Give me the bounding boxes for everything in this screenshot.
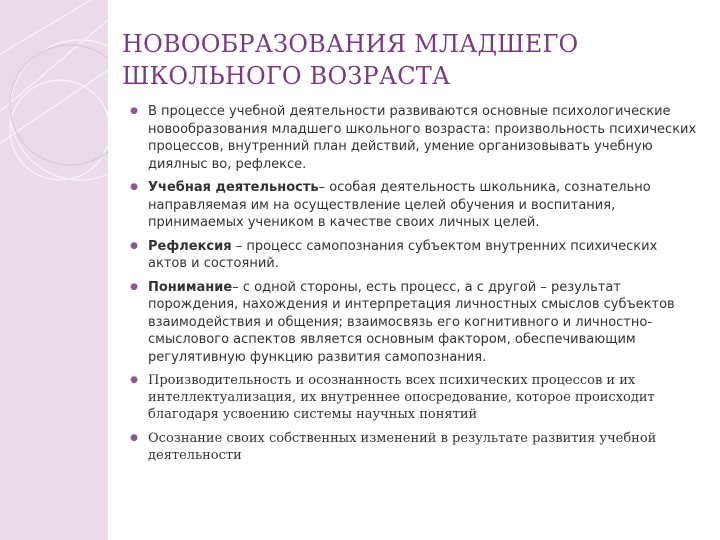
bullet-text: В процессе учебной деятельности развиваются основные психологические новообразования младшего школьного возраста: произвольность психических процессов, внутренний план действий, умение организовывать учебную диялныс во, рефлексе. <box>148 104 697 172</box>
slide-content <box>108 0 720 540</box>
bullet-item <box>128 279 698 367</box>
bullet-text: Производительность и осознанность всех психических процессов и их интеллектуализация, их внутреннее опосредование, которое происходит благодаря усвоению системы научных понятий <box>148 373 655 422</box>
decorative-side-band <box>0 0 108 540</box>
bullet-text: – процесс самопознания субъектом внутренних психических актов и состояний. <box>148 238 658 271</box>
decorative-lines <box>0 0 108 540</box>
bullet-item <box>128 372 698 423</box>
bullet-item <box>128 238 698 273</box>
bullet-text: – с одной стороны, есть процесс, а с другой – результат порождения, нахождения и интерпретация личностных смыслов субъектов взаимодействия и общения; взаимосвязь его когнитивного и личностно-смыслового аспектов является основным фактором, обеспечивающим регулятивную функцию развития самопознания. <box>148 279 675 365</box>
bullet-dot-icon: ● <box>130 281 138 292</box>
bullet-term: Учебная деятельность <box>148 180 319 195</box>
bullet-dot-icon: ● <box>130 375 138 385</box>
bullet-list <box>128 103 698 464</box>
bullet-term: Понимание <box>148 279 233 295</box>
bullet-dot-icon: ● <box>130 433 138 443</box>
bullet-text: – особая деятельность школьника, сознательно направляемая им на осуществление целей обучения и воспитания, принимаемых учеником в качестве своих личных целей. <box>148 180 651 230</box>
bullet-dot-icon: ● <box>130 106 138 116</box>
bullet-item <box>128 179 698 232</box>
bullet-item <box>128 430 698 464</box>
bullet-text: Осознание своих собственных изменений в результате развития учебной деятельности <box>148 431 657 463</box>
bullet-term: Рефлексия <box>148 238 232 254</box>
slide-title: НОВООБРАЗОВАНИЯ МЛАДШЕГО ШКОЛЬНОГО ВОЗРАСТА <box>122 30 579 90</box>
bullet-dot-icon: ● <box>130 240 138 251</box>
bullet-item <box>128 103 698 173</box>
bullet-dot-icon: ● <box>130 182 138 192</box>
